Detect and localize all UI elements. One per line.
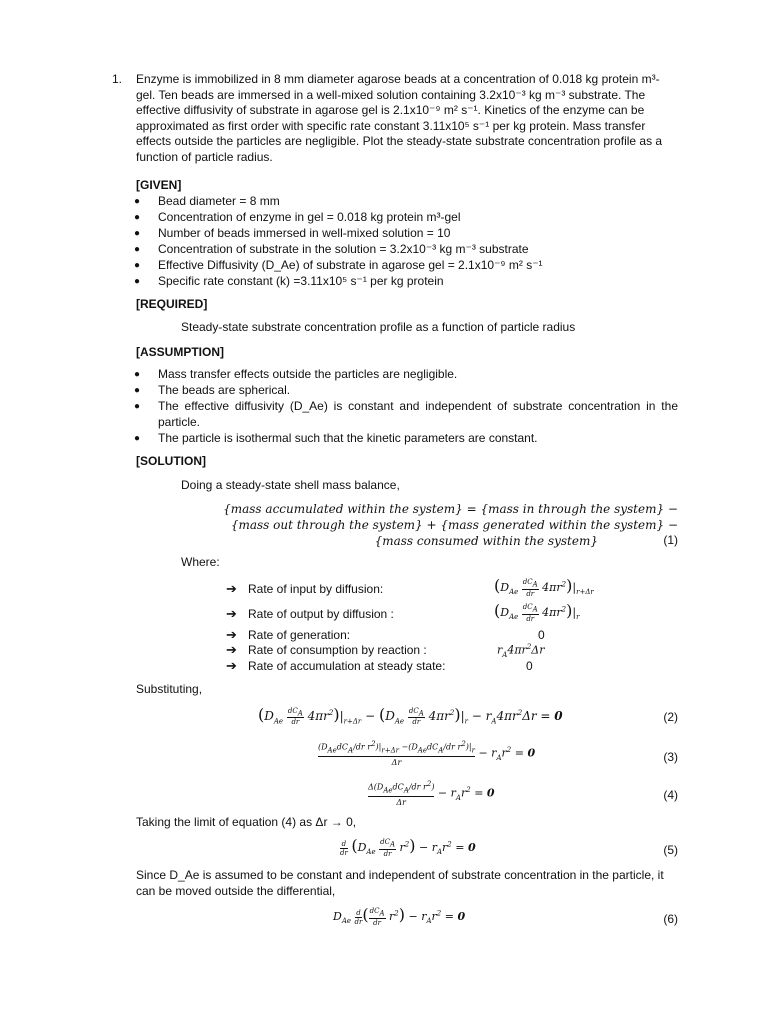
assumption-item: The beads are spherical. <box>158 383 291 397</box>
bullet-icon: ● <box>134 433 141 444</box>
rate-expression-input: ($D_{Ae}$ $\frac{dC_A}{dr}$ $4\pi r^2)|_{r+\Delta r}$ <box>494 576 594 598</box>
bullet-icon: ● <box>134 369 141 380</box>
equation-1-line: {mass accumulated within the system} = {mass in through the system} − <box>223 502 678 516</box>
problem-number: 1. <box>112 72 123 86</box>
given-item: Specific rate constant (k) =3.11x10⁵ s⁻¹ per kg protein <box>158 274 444 288</box>
arrow-icon: ➔ <box>226 627 237 642</box>
bullet-icon: ● <box>134 244 141 255</box>
rate-expression-accumulation: 0 <box>526 659 533 673</box>
equation-number: (5) <box>663 843 678 857</box>
given-item: Effective Diffusivity (D_Ae) of substrate in agarose gel = 2.1x10⁻⁹ m² s⁻¹ <box>158 258 543 272</box>
given-item: Number of beads immersed in well-mixed solution = 10 <box>158 226 451 240</box>
given-heading: [GIVEN] <box>136 178 182 192</box>
problem-line: effects outside the particles are negligible. Plot the steady-state substrate concentration profile as a <box>136 134 663 149</box>
equation-4: $\Delta(D_{Ae}dC_A/dr$ $r^2$) Δr − $r_Ar^2 = 0$ <box>368 780 495 808</box>
rate-label: Rate of accumulation at steady state: <box>248 659 446 673</box>
bullet-icon: ● <box>134 260 141 271</box>
bullet-icon: ● <box>134 385 141 396</box>
since-line: Since D_Ae is assumed to be constant and independent of substrate concentration in the particle, it <box>136 868 664 882</box>
arrow-icon: ➔ <box>226 606 237 621</box>
equation-5: $\frac{d}{dr}$ ($D_{Ae}$ $\frac{dC_A}{dr}$ $r^2) - r_Ar^2 = 0$ <box>340 836 476 858</box>
problem-line: Enzyme is immobilized in 8 mm diameter agarose beads at a concentration of 0.018 kg protein m³- <box>136 72 660 86</box>
bullet-icon: ● <box>134 212 141 223</box>
problem-line: effective diffusivity of substrate in agarose gel is 2.1x10⁻⁹ m² s⁻¹. Kinetics of the enzyme can be <box>136 103 645 118</box>
assumption-heading: [ASSUMPTION] <box>136 345 224 359</box>
where-label: Where: <box>181 555 220 569</box>
equation-number: (3) <box>663 750 678 764</box>
equation-number: (4) <box>663 788 678 802</box>
bullet-icon: ● <box>134 401 141 412</box>
bullet-icon: ● <box>134 228 141 239</box>
problem-line: function of particle radius. <box>136 149 273 164</box>
since-line: can be moved outside the differential, <box>136 883 336 898</box>
rate-label: Rate of generation: <box>248 628 351 642</box>
rate-expression-consumption: $r_A4\pi r^2\Delta r$ <box>497 643 545 659</box>
arrow-icon: ➔ <box>226 658 237 673</box>
equation-1-line: {mass out through the system} + {mass generated within the system} − <box>230 518 678 532</box>
equation-6: $D_{Ae}$ $\frac{d}{dr}$ ( $\frac{dC_A}{dr}$ $r^2) - r_Ar^2 = 0$ <box>333 905 466 927</box>
equation-1 <box>181 501 678 549</box>
problem-line: approximated as first order with specific rate constant 3.11x10⁵ s⁻¹ per kg protein. Mass transfer <box>136 118 646 133</box>
given-item: Concentration of enzyme in gel = 0.018 kg protein m³-gel <box>158 210 461 224</box>
assumption-item: The effective diffusivity (D_Ae) is constant and independent of substrate concentration in the particle. <box>158 399 678 429</box>
since-paragraph <box>136 868 678 899</box>
substituting-label: Substituting, <box>136 682 203 696</box>
given-item: Concentration of substrate in the solution = 3.2x10⁻³ kg m⁻³ substrate <box>158 242 529 256</box>
arrow-icon: ➔ <box>226 642 237 657</box>
solution-intro: Doing a steady-state shell mass balance, <box>181 478 400 492</box>
given-item: Bead diameter = 8 mm <box>158 194 280 208</box>
rate-label: Rate of input by diffusion: <box>248 582 384 596</box>
rate-expression-generation: 0 <box>538 628 545 642</box>
equation-1-line: {mass consumed within the system} <box>374 534 598 548</box>
arrow-icon: ➔ <box>226 581 237 596</box>
equation-2: ($D_{Ae}$ $\frac{dC_A}{dr}$ $4\pi r^2)|_{r+\Delta r} - (D_{Ae}$ $\frac{dC_A}{dr}$ $4\pi r^2)|_r - r_A4\pi r^2\Delta r = 0$ <box>258 705 563 727</box>
assumption-item: Mass transfer effects outside the particles are negligible. <box>158 367 458 381</box>
problem-line: gel. Ten beads are immersed in a well-mixed solution containing 3.2x10⁻³ kg m⁻³ substrate. The <box>136 87 646 102</box>
required-text: Steady-state substrate concentration profile as a function of particle radius <box>181 320 576 334</box>
assumption-item: The particle is isothermal such that the kinetic parameters are constant. <box>158 431 538 445</box>
rate-expression-output: ($D_{Ae}$ $\frac{dC_A}{dr}$ $4\pi r^2)|_r$ <box>494 601 580 623</box>
bullet-icon: ● <box>134 276 141 287</box>
bullet-icon: ● <box>134 196 141 207</box>
solution-heading: [SOLUTION] <box>136 454 206 468</box>
rate-label: Rate of consumption by reaction : <box>248 643 427 657</box>
problem-statement <box>136 72 678 166</box>
equation-3: ($D_{Ae}dC_A/dr$ $r^2)|_{r+\Delta r} -(D_{Ae}dC_A/dr$ $r^2)|_r$ Δr − $r_Ar^2 = 0$ <box>318 740 536 768</box>
equation-number: (2) <box>663 710 678 724</box>
equation-number: (6) <box>663 912 678 926</box>
rate-label: Rate of output by diffusion : <box>248 607 394 621</box>
equation-number: (1) <box>663 533 678 547</box>
limit-text: Taking the limit of equation (4) as Δr → 0, <box>136 815 357 829</box>
required-heading: [REQUIRED] <box>136 297 208 311</box>
